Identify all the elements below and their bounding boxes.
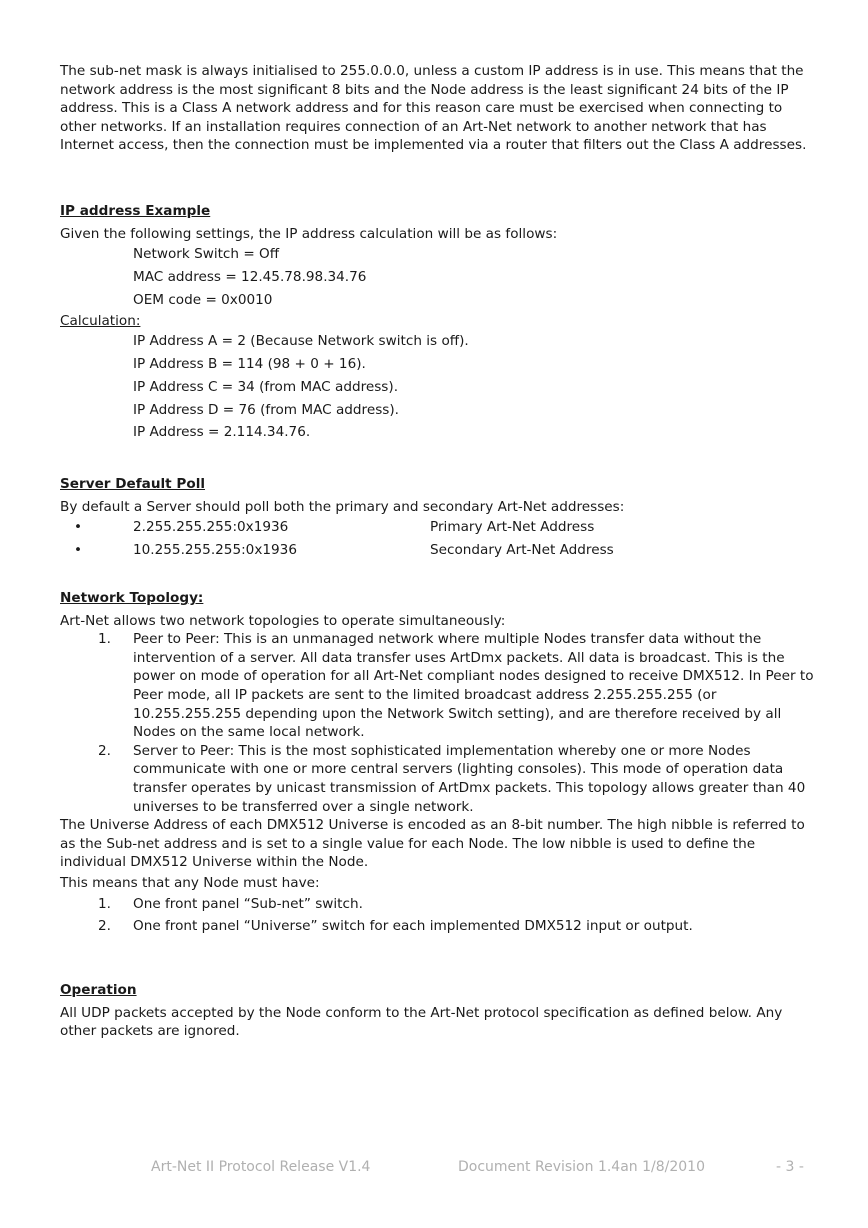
calculation-label: Calculation: <box>60 312 141 329</box>
list-number: 1. <box>98 895 111 912</box>
ip-example-lead: Given the following settings, the IP address calculation will be as follows: <box>60 225 558 242</box>
operation-heading: Operation <box>60 982 137 998</box>
setting-line: OEM code = 0x0010 <box>133 291 273 308</box>
calc-line: IP Address C = 34 (from MAC address). <box>133 378 399 395</box>
topology-heading: Network Topology: <box>60 590 204 606</box>
ip-example-heading: IP address Example <box>60 203 211 219</box>
ip-example-section <box>60 202 820 444</box>
list-number: 2. <box>98 742 111 759</box>
server-poll-section <box>60 475 820 561</box>
list-item <box>60 516 820 539</box>
list-text: Peer to Peer: This is an unmanaged network where multiple Nodes transfer data without the intervention of a server. All data transfer uses ArtDmx packets. All data is broadcast. This is the power on mode of operation for all Art-Net compliant nodes designed to receive DMX512. In Peer to Peer mode, all IP packets are sent to the limited broadcast address 2.255.255.255 (or 10.255.255.255 depending upon the Network Switch setting), and are therefore received by all Nodes on the same local network. <box>133 631 814 741</box>
setting-line: MAC address = 12.45.78.98.34.76 <box>133 268 367 285</box>
bullet-icon: • <box>74 541 83 558</box>
list-item <box>60 539 820 562</box>
list-text: One front panel “Sub-net” switch. <box>133 895 363 912</box>
footer-revision: Document Revision 1.4an 1/8/2010 <box>458 1159 705 1175</box>
intro-text: The sub-net mask is always initialised to 255.0.0.0, unless a custom IP address is in use. This means that the network address is the most significant 8 bits and the Node address is the least significant 24 bits of the IP address. This is a Class A network address and for this reason care must be exercised when connecting to other networks. If an installation requires connection of an Art-Net network to another network that has Internet access, then the connection must be implemented via a router that filters out the Class A addresses. <box>60 63 807 154</box>
server-poll-lead: By default a Server should poll both the primary and secondary Art-Net addresses: <box>60 498 625 515</box>
footer-release: Art-Net II Protocol Release V1.4 <box>151 1159 371 1175</box>
calc-line: IP Address D = 76 (from MAC address). <box>133 401 399 418</box>
universe-paragraph: The Universe Address of each DMX512 Universe is encoded as an 8-bit number. The high nibble is referred to as the Sub-net address and is set to a single value for each Node. The low nibble is used to define the individual DMX512 Universe within the Node. <box>60 817 805 871</box>
list-item <box>60 915 820 938</box>
operation-section <box>60 981 820 1041</box>
address-text: 10.255.255.255:0x1936 <box>133 541 297 558</box>
calc-line: IP Address B = 114 (98 + 0 + 16). <box>133 355 366 372</box>
footer-page-number: - 3 - <box>776 1159 804 1175</box>
must-lead: This means that any Node must have: <box>60 874 320 891</box>
list-item <box>60 630 820 742</box>
list-text: One front panel “Universe” switch for each implemented DMX512 input or output. <box>133 918 693 935</box>
list-item <box>60 742 820 816</box>
address-text: 2.255.255.255:0x1936 <box>133 519 289 536</box>
server-poll-heading: Server Default Poll <box>60 476 206 492</box>
intro-paragraph <box>60 62 820 155</box>
topology-lead: Art-Net allows two network topologies to operate simultaneously: <box>60 612 506 629</box>
list-item <box>60 893 820 916</box>
list-number: 2. <box>98 918 111 935</box>
topology-section <box>60 589 820 938</box>
address-description: Primary Art-Net Address <box>430 519 595 536</box>
calc-line: IP Address A = 2 (Because Network switch is off). <box>133 333 469 350</box>
list-number: 1. <box>98 631 111 648</box>
list-text: Server to Peer: This is the most sophisticated implementation whereby one or more Nodes communicate with one or more central servers (lighting consoles). This mode of operation data transfer operates by unicast transmission of ArtDmx packets. This topology allows greater than 40 universes to be transferred over a single network. <box>133 742 806 815</box>
bullet-icon: • <box>74 519 83 536</box>
operation-text: All UDP packets accepted by the Node conform to the Art-Net protocol specification as defined below. Any other packets are ignored. <box>60 1004 783 1040</box>
address-description: Secondary Art-Net Address <box>430 541 614 558</box>
setting-line: Network Switch = Off <box>133 246 280 263</box>
calc-line: IP Address = 2.114.34.76. <box>133 424 311 441</box>
